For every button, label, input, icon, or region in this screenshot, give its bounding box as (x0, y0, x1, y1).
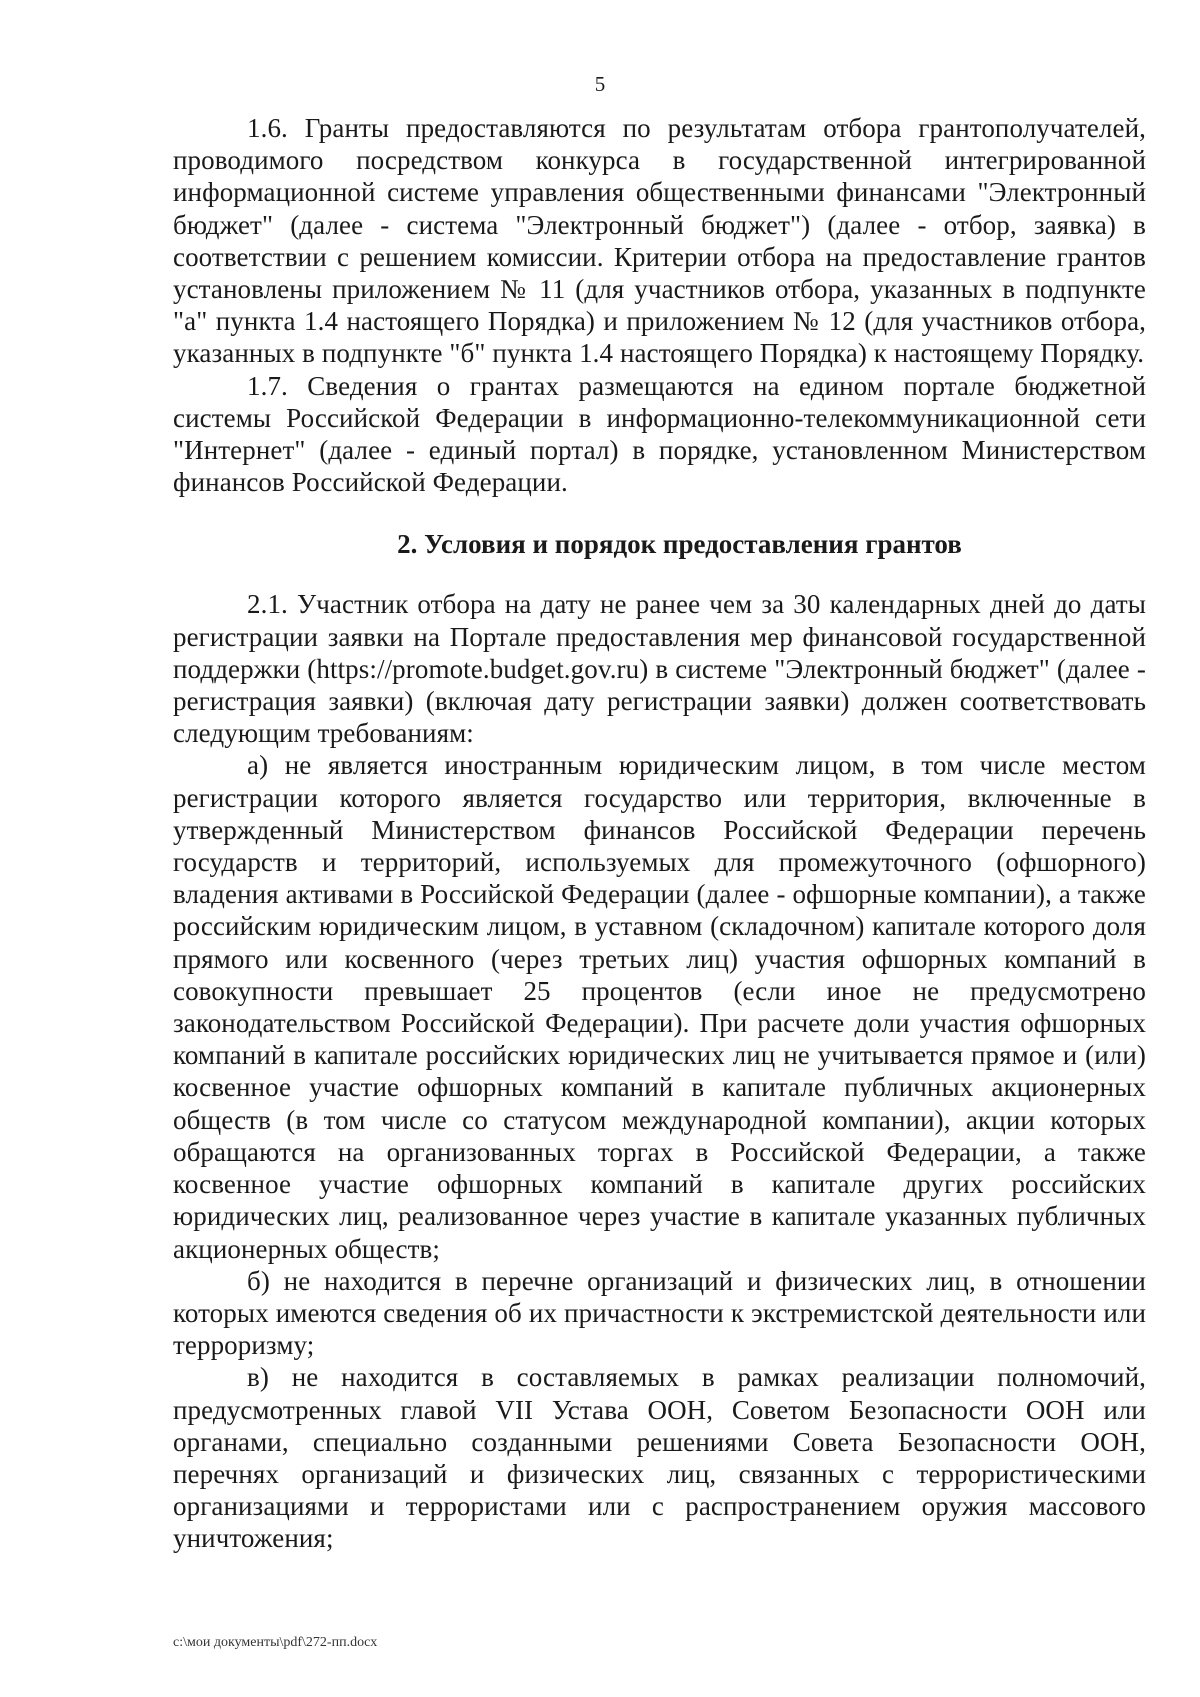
section-heading: 2. Условия и порядок предоставления грантов (397, 529, 962, 560)
paragraph-1-6: 1.6. Гранты предоставляются по результатам отбора грантополучателей, проводимого посредством конкурса в государственной интегрированной информационной системе управления общественными финансами "Электронный бюджет" (далее - система "Электронный бюджет") (далее - отбор, заявка) в соответствии с решением комиссии. Критерии отбора на предоставление грантов установлены приложением № 11 (для участников отбора, указанных в подпункте "а" пункта 1.4 настоящего Порядка) и приложением № 12 (для участников отбора, указанных в подпункте "б" пункта 1.4 настоящего Порядка) к настоящему Порядку. (173, 113, 1146, 369)
paragraph-2-1-a: а) не является иностранным юридическим лицом, в том числе местом регистрации которого является государство или территория, включенные в утвержденный Министерством финансов Российской Федерации перечень государств и территорий, используемых для промежуточного (офшорного) владения активами в Российской Федерации (далее - офшорные компании), а также российским юридическим лицом, в уставном (складочном) капитале которого доля прямого или косвенного (через третьих лиц) участия офшорных компаний в совокупности превышает 25 процентов (если иное не предусмотрено законодательством Российской Федерации). При расчете доли участия офшорных компаний в капитале российских юридических лиц не учитывается прямое и (или) косвенное участие офшорных компаний в капитале публичных акционерных обществ (в том числе со статусом международной компании), акции которых обращаются на организованных торгах в Российской Федерации, а также косвенное участие офшорных компаний в капитале других российских юридических лиц, реализованное через участие в капитале указанных публичных акционерных обществ; (173, 750, 1146, 1264)
document-body (173, 112, 1146, 1555)
footer-file-path: c:\мои документы\pdf\272-пп.docx (173, 1635, 378, 1650)
paragraph-2-1-v: в) не находится в составляемых в рамках реализации полномочий, предусмотренных главой VII Устава ООН, Советом Безопасности ООН или органами, специально созданными решениями Совета Безопасности ООН, перечнях организаций и физических лиц, связанных с террористическими организациями и террористами или с распространением оружия массового уничтожения; (173, 1362, 1146, 1554)
paragraph-2-1: 2.1. Участник отбора на дату не ранее чем за 30 календарных дней до даты регистрации заявки на Портале предоставления мер финансовой государственной поддержки (https://promote.budget.gov.ru) в системе "Электронный бюджет" (далее - регистрация заявки) (включая дату регистрации заявки) должен соответствовать следующим требованиям: (173, 589, 1146, 749)
paragraph-1-7: 1.7. Сведения о грантах размещаются на едином портале бюджетной системы Российской Федерации в информационно-телекоммуникационной сети "Интернет" (далее - единый портал) в порядке, установленном Министерством финансов Российской Федерации. (173, 370, 1146, 498)
paragraph-2-1-b: б) не находится в перечне организаций и физических лиц, в отношении которых имеются сведения об их причастности к экстремистской деятельности или терроризму; (173, 1265, 1146, 1361)
page-number: 5 (594, 72, 606, 96)
